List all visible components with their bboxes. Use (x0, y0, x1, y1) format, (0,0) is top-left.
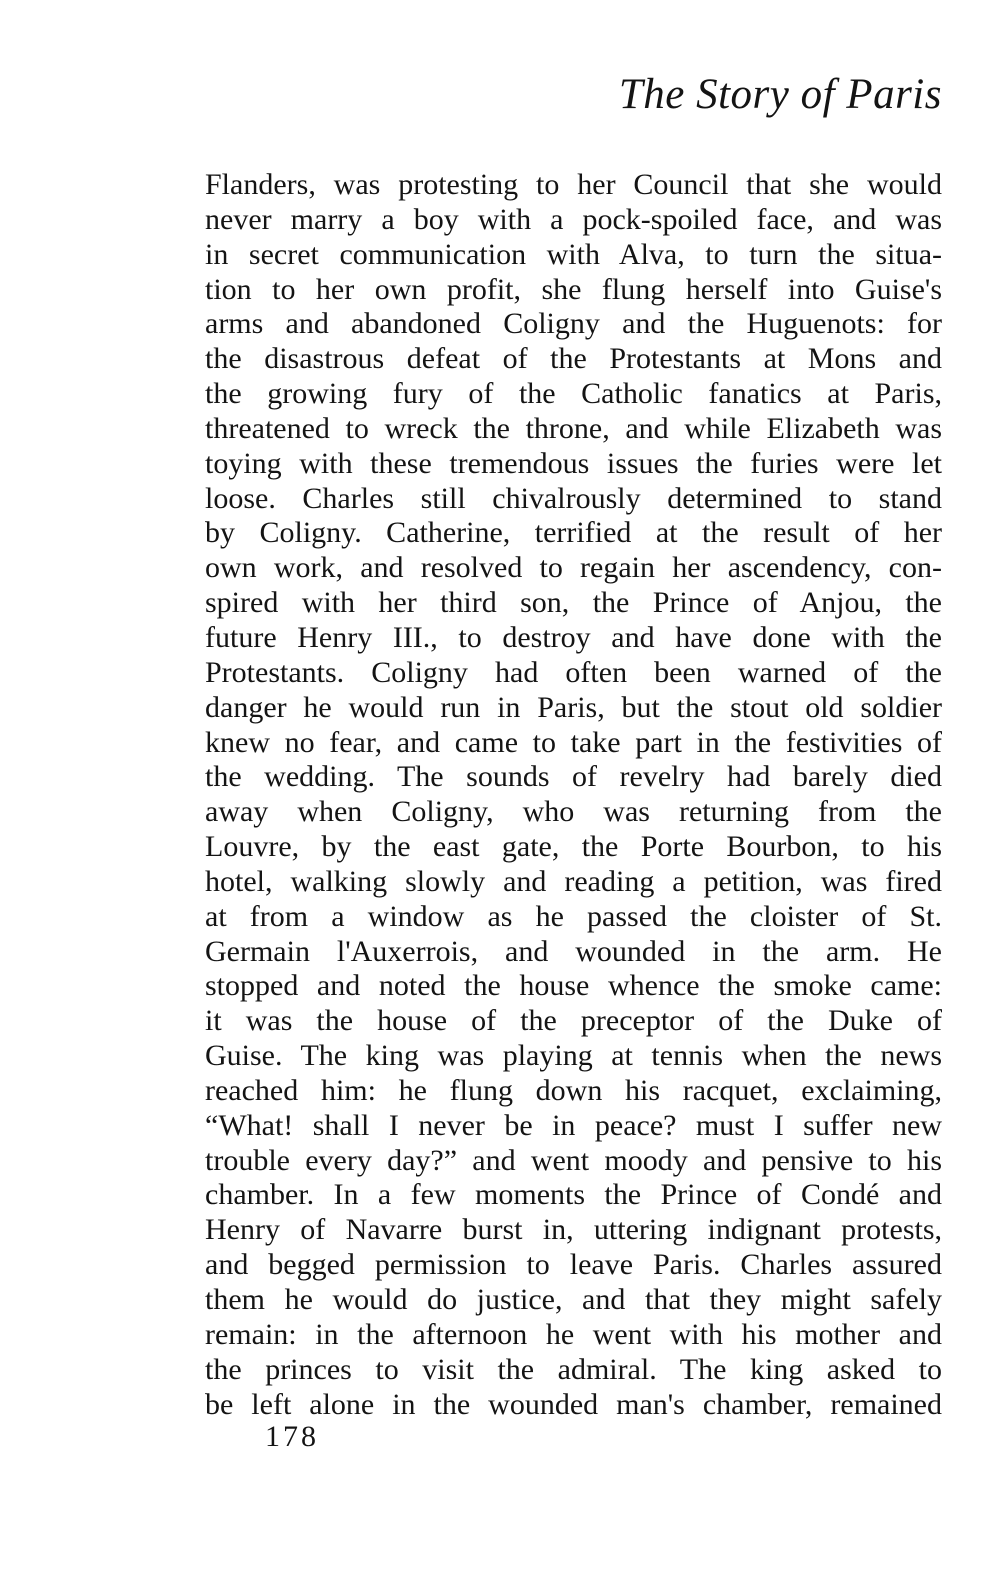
text-line: knew no fear, and came to take part in the festivities of (205, 725, 942, 759)
text-line: danger he would run in Paris, but the stout old soldier (205, 690, 942, 724)
text-line: by Coligny. Catherine, terrified at the result of her (205, 516, 942, 550)
text-line: own work, and resolved to regain her ascendency, con- (205, 551, 942, 585)
text-line: be left alone in the wounded man's chamber, remained (205, 1387, 942, 1421)
text-line: loose. Charles still chivalrously determined to stand (205, 481, 942, 515)
text-line: Flanders, was protesting to her Council that she would (205, 168, 942, 201)
text-line: reached him: he flung down his racquet, exclaiming, (205, 1073, 942, 1107)
text-line: Guise. The king was playing at tennis when the news (205, 1039, 942, 1073)
text-line: them he would do justice, and that they might safely (205, 1283, 942, 1316)
text-line: the wedding. The sounds of revelry had barely died (205, 760, 942, 794)
text-line: remain: in the afternoon he went with his mother and (205, 1317, 942, 1351)
text-line: hotel, walking slowly and reading a petition, was fired (205, 864, 942, 898)
text-line: it was the house of the preceptor of the Duke of (205, 1004, 942, 1038)
text-line: threatened to wreck the throne, and while Elizabeth was (205, 411, 942, 445)
text-line: future Henry III., to destroy and have done with the (205, 620, 942, 654)
text-line: away when Coligny, who was returning from the (205, 795, 942, 829)
text-line: and begged permission to leave Paris. Charles assured (205, 1248, 942, 1282)
text-line: the disastrous defeat of the Protestants at Mons and (205, 342, 942, 376)
text-line: Henry of Navarre burst in, uttering indignant protests, (205, 1213, 942, 1247)
text-line: in secret communication with Alva, to turn the situa- (205, 237, 942, 271)
text-line: trouble every day?” and went moody and pensive to his (205, 1143, 942, 1177)
text-line: “What! shall I never be in peace? must I suffer new (205, 1108, 942, 1142)
text-line: the growing fury of the Catholic fanatics at Paris, (205, 377, 942, 411)
text-line: toying with these tremendous issues the furies were let (205, 446, 942, 480)
running-head: The Story of Paris (618, 71, 942, 118)
text-line: tion to her own profit, she flung herself into Guise's (205, 272, 942, 306)
body-text (205, 168, 942, 1422)
text-line: Germain l'Auxerrois, and wounded in the arm. He (205, 934, 942, 968)
text-line: chamber. In a few moments the Prince of Condé and (205, 1178, 942, 1212)
text-line: Louvre, by the east gate, the Porte Bourbon, to his (205, 830, 942, 864)
text-line: never marry a boy with a pock-spoiled face, and was (205, 202, 942, 236)
text-line: stopped and noted the house whence the smoke came: (205, 969, 942, 1003)
text-line: Protestants. Coligny had often been warned of the (205, 655, 942, 689)
text-line: at from a window as he passed the cloister of St. (205, 899, 942, 933)
text-line: spired with her third son, the Prince of Anjou, the (205, 586, 942, 620)
text-line: the princes to visit the admiral. The king asked to (205, 1352, 942, 1386)
page-number: 178 (265, 1420, 319, 1453)
text-line: arms and abandoned Coligny and the Huguenots: for (205, 307, 942, 341)
